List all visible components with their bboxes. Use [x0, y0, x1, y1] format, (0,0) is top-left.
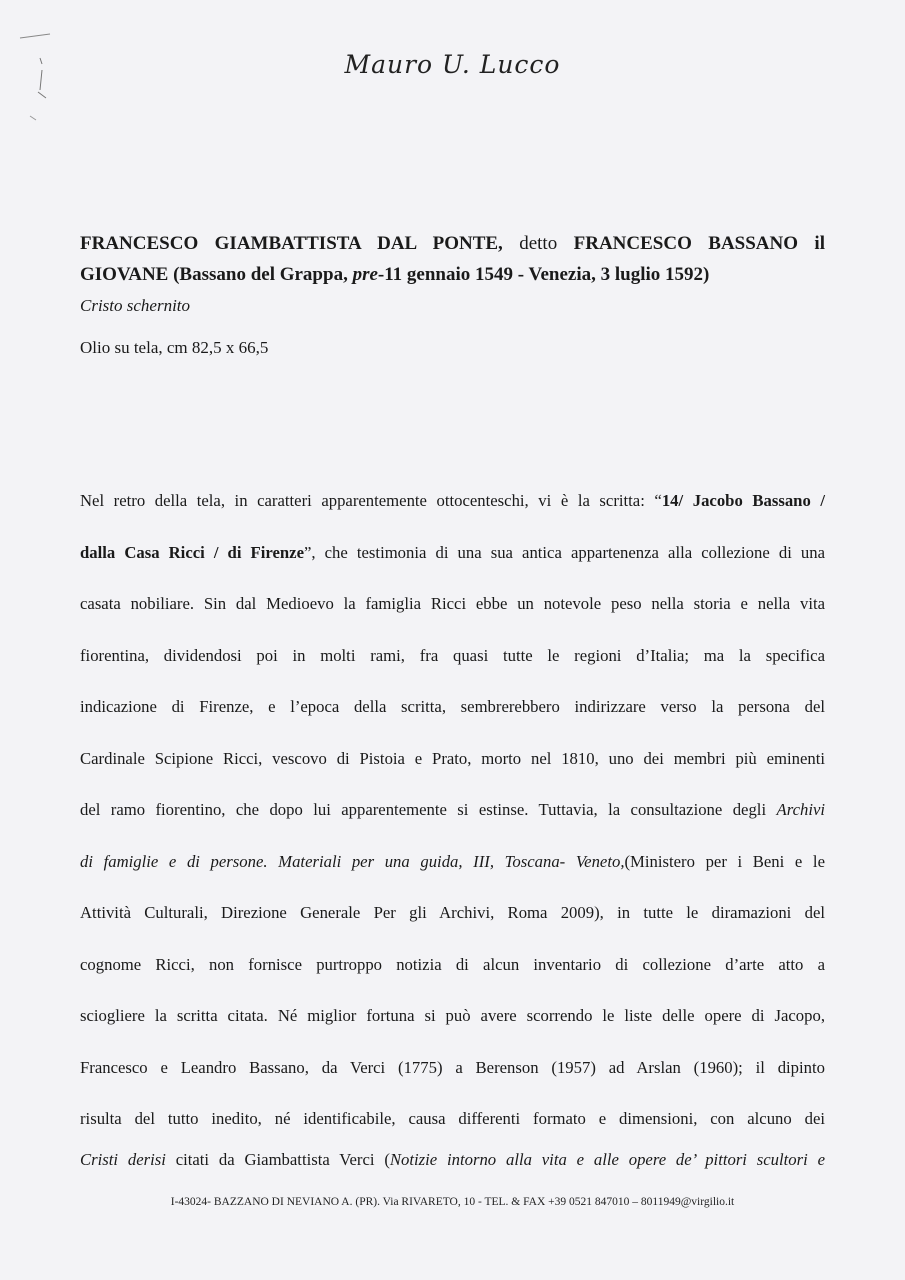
body-text-span: citati da Giambattista Verci ( [165, 1149, 390, 1169]
body-text-span: risulta del tutto inedito, né identificabile, causa differenti formato e dimensioni, con alcuno dei [80, 1109, 825, 1128]
body-line [80, 630, 825, 682]
body-text-span: casata nobiliare. Sin dal Medioevo la famiglia Ricci ebbe un notevole peso nella storia e nella vita [80, 594, 825, 613]
body-text-span: Francesco e Leandro Bassano, da Verci (1775) a Berenson (1957) ad Arslan (1960); il dipinto [80, 1057, 825, 1077]
body-text-span: Cardinale Scipione Ricci, vescovo di Pistoia e Prato, morto nel 1810, uno dei membri più eminenti [80, 748, 825, 768]
body-text-span: (Ministero per i Beni e le [624, 851, 825, 871]
artwork-heading [80, 228, 825, 290]
body-text-span: di famiglie e di persone. Materiali per una guida, III, Toscana- Veneto, [80, 851, 625, 871]
body-line [80, 784, 825, 836]
heading-line-1: FRANCESCO GIAMBATTISTA DAL PONTE, detto FRANCESCO BASSANO il [80, 233, 825, 254]
body-line [80, 681, 825, 733]
body-text-span: cognome Ricci, non fornisce purtroppo notizia di alcun inventario di collezione d’arte atto a [80, 954, 825, 974]
letterhead-footer: I-43024- BAZZANO DI NEVIANO A. (PR). Via RIVARETO, 10 - TEL. & FAX +39 0521 847010 – 8011949@virgilio.it [170, 1196, 735, 1208]
body-line [80, 1042, 825, 1094]
heading-line-2: GIOVANE (Bassano del Grappa, pre-11 gennaio 1549 - Venezia, 3 luglio 1592) [80, 264, 710, 285]
artwork-title: Cristo schernito [80, 296, 191, 315]
body-text-span: Attività Culturali, Direzione Generale Per gli Archivi, Roma 2009), in tutte le diramazioni del [80, 903, 825, 922]
body-text-span: sciogliere la scritta citata. Né miglior fortuna si può avere scorrendo le liste delle opere di Jacopo, [80, 1006, 825, 1025]
body-text-span: indicazione di Firenze, e l’epoca della scritta, sembrerebbero indirizzare verso la persona del [80, 697, 825, 716]
body-text-span: dalla Casa Ricci / di Firenze [80, 542, 304, 562]
body-line [80, 1093, 825, 1145]
body-text-span: Archivi [776, 800, 825, 819]
body-text-span: fiorentina, dividendosi poi in molti rami, fra quasi tutte le regioni d’Italia; ma la specifica [80, 645, 825, 665]
body-line [80, 527, 825, 579]
body-line [80, 990, 825, 1042]
body-line [80, 733, 825, 785]
body-text-span: Notizie intorno alla vita e alle opere de’ pittori scultori e [389, 1149, 826, 1169]
body-line [80, 578, 825, 630]
body-line [80, 939, 825, 991]
body-line [80, 836, 825, 888]
body-text-span: del ramo fiorentino, che dopo lui apparentemente si estinse. Tuttavia, la consultazione degli [80, 800, 777, 819]
letterhead-signature: Mauro U. Lucco [344, 50, 561, 79]
body-line [80, 475, 825, 527]
body-text [80, 475, 825, 1175]
body-text-span: Cristi derisi [80, 1149, 166, 1169]
artwork-medium: Olio su tela, cm 82,5 x 66,5 [80, 338, 269, 357]
body-line [80, 887, 825, 939]
body-text-span: Nel retro della tela, in caratteri apparentemente ottocenteschi, vi è la scritta: “ [80, 491, 662, 510]
body-text-span: 14/ Jacobo Bassano / [661, 491, 825, 510]
body-line [80, 1145, 825, 1175]
body-text-span: ”, che testimonia di una sua antica appartenenza alla collezione di una [304, 542, 825, 562]
